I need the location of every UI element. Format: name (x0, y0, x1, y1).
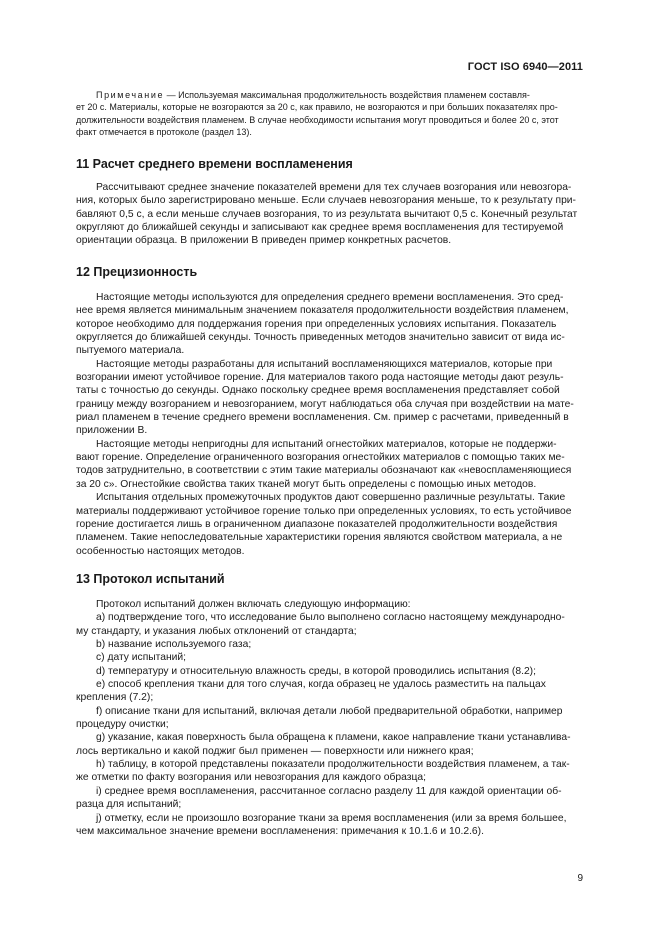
section-12-title: 12 Прецизионность (76, 265, 198, 279)
paragraph-line: вают горение. Определение ограниченного возгорания огнестойких материалов с помощью таких ме- (76, 452, 565, 464)
paragraph-line: материалы поддерживают устойчивое горение только при определенных условиях, то есть устойчивое (76, 505, 572, 517)
paragraph-line: Настоящие методы разработаны для испытаний воспламеняющихся материалов, которые при (96, 358, 553, 370)
list-item: с) дату испытаний; (96, 652, 187, 664)
list-item: g) указание, какая поверхность была обращена к пламени, какое направление ткани устанавлива- (96, 732, 571, 744)
list-item: b) название используемого газа; (96, 639, 252, 651)
list-item: j) отметку, если не произошло возгорание ткани за время воспламенения (или за время большее, (96, 812, 567, 824)
paragraph-line: округляется до ближайшей секунды. Точность приведенных методов значительно зависит от вида ис- (76, 332, 565, 344)
paragraph-line: таты с точностью до секунды. Однако поскольку среднее время воспламенения представляет собой (76, 385, 560, 397)
note-line: факт отмечается в протоколе (раздел 13). (76, 126, 252, 137)
paragraph-line: возгорании имеют устойчивое горение. Для материалов такого рода настоящие методы дают резуль- (76, 372, 564, 384)
paragraph-line: за 20 с». Огнестойкие свойства таких тканей могут быть определены с помощью иных методов. (76, 478, 537, 490)
paragraph-line: которое необходимо для поддержания горения при определенных условиях испытания. Показатель (76, 318, 557, 330)
section-11-title: 11 Расчет среднего времени воспламенения (76, 157, 353, 171)
list-item-continuation: разца для испытаний; (76, 799, 182, 811)
list-item-continuation: чем максимальное значение времени воспламенения: примечания к 10.1.6 и 10.2.6). (76, 825, 484, 837)
paragraph-line: пытуемого материала. (76, 345, 185, 357)
section-13-title: 13 Протокол испытаний (76, 572, 225, 586)
list-item: f) описание ткани для испытаний, включая детали любой предварительной обработки, например (96, 705, 563, 717)
paragraph-line: бавляют 0,5 с, а если меньше случаев возгорания, то из результата вычитают 0,5 с. Конечный результат (76, 208, 578, 220)
page-number: 9 (577, 873, 583, 884)
note-label: Примечание (96, 90, 165, 100)
note-line: ет 20 с. Материалы, которые не возгораются за 20 с, как правило, не возгораются и при больших показателях про- (76, 102, 558, 113)
list-item: а) подтверждение того, что исследование было выполнено согласно настоящему международно- (96, 612, 565, 624)
paragraph-line: Рассчитывают среднее значение показателей времени для тех случаев возгорания или невозгора- (96, 182, 572, 193)
list-item-continuation: лось вертикально и какой поджиг был применен — поверхности или нижнего края; (76, 745, 474, 757)
paragraph-line: ориентации образца. В приложении В приведен пример конкретных расчетов. (76, 235, 452, 247)
paragraph-line: Настоящие методы непригодны для испытаний огнестойких материалов, которые не поддержи- (96, 438, 557, 450)
paragraph-line: Протокол испытаний должен включать следующую информацию: (96, 599, 411, 610)
section-13-body (76, 598, 584, 838)
list-item: е) способ крепления ткани для того случая, когда образец не удалось разместить на пальцах (96, 679, 546, 691)
note-text-first: Используемая максимальная продолжительность воздействия пламенем составля- (178, 90, 530, 100)
list-item: d) температуру и относительную влажность среды, в которой проводились испытания (8.2); (96, 665, 536, 677)
document-code: ГОСТ ISO 6940—2011 (467, 61, 583, 73)
list-item: h) таблицу, в которой представлены показатели продолжительности воздействия пламенем, а так- (96, 759, 570, 771)
paragraph-line: горение достигается лишь в ограниченном диапазоне показателей продолжительности воздействия (76, 518, 558, 530)
list-item-continuation: му стандарту, и указания любых отклонений от стандарта; (76, 625, 357, 637)
paragraph-line: особенностью настоящих методов. (76, 545, 245, 557)
list-item-continuation: крепления (7.2); (76, 692, 154, 704)
note-line: должительности воздействия пламенем. В случае необходимости испытания могут проводиться и более 20 с, этот (76, 114, 559, 125)
paragraph-line: тодов затруднительно, в соответствии с этим такие материалы обозначают как «невоспламеняющиеся (76, 465, 572, 477)
paragraph-line: риал пламенем в течение среднего времени воспламенения. См. пример с расчетами, приведенный в (76, 412, 569, 424)
paragraph-line: приложении В. (76, 425, 148, 437)
list-item-continuation: же отметки по факту возгорания или невозгорания для каждого образца; (76, 772, 426, 784)
note-dash: — (164, 90, 179, 100)
paragraph-line: ния, которых было зарегистрировано меньше. Если случаев невозгорания меньше, то к результату при- (76, 195, 576, 207)
paragraph-line: пламенем. Такие непоследовательные характеристики горения являются свойством материала, а не (76, 532, 563, 544)
list-item-continuation: процедуру очистки; (76, 719, 169, 731)
paragraph-line: Испытания отдельных промежуточных продуктов дают совершенно различные результаты. Такие (96, 492, 566, 504)
section-11-body (76, 181, 584, 248)
paragraph-line: Настоящие методы используются для определения среднего времени воспламенения. Это сред- (96, 292, 564, 303)
section-12-body (76, 291, 584, 558)
note-block (76, 89, 584, 138)
paragraph-line: границу между возгоранием и невозгоранием, могут наблюдаться оба случая при воздействии на мате- (76, 398, 574, 410)
paragraph-line: округляют до ближайшей секунды и записывают как среднее время воспламенения для тестируемой (76, 222, 564, 234)
list-item: i) среднее время воспламенения, рассчитанное согласно разделу 11 для каждой ориентации об- (96, 785, 562, 797)
paragraph-line: нее время является минимальным значением показателя продолжительности воздействия пламенем, (76, 305, 569, 317)
